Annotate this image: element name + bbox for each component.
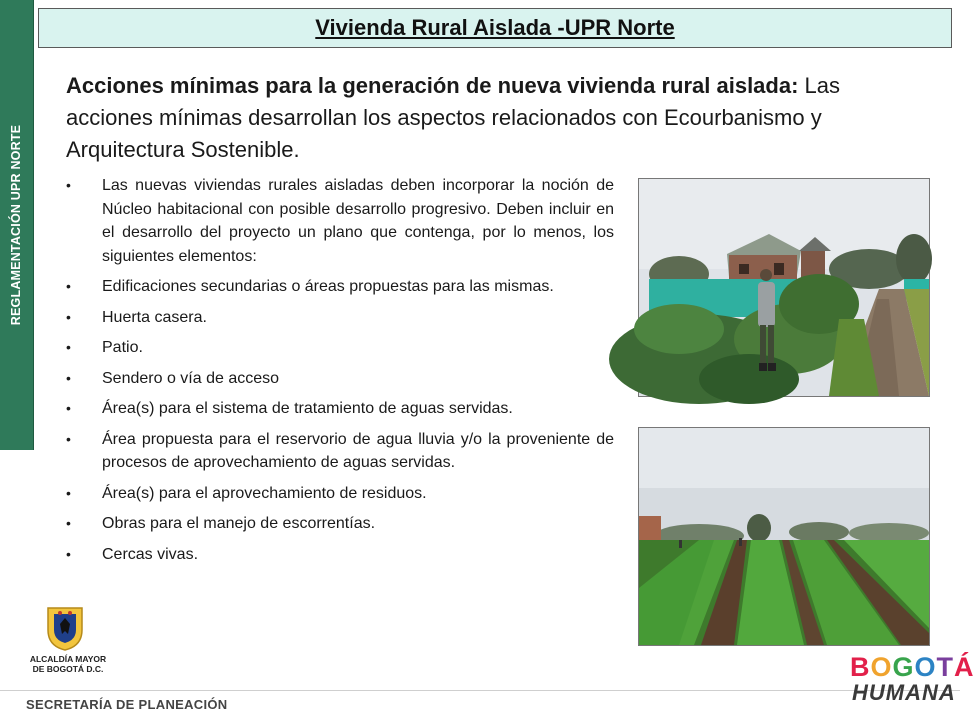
list-item: • Área(s) para el sistema de tratamiento de aguas servidas. — [66, 397, 614, 421]
bullet-icon: • — [66, 400, 71, 416]
bullet-icon: • — [66, 484, 71, 501]
crop-field-image — [639, 428, 929, 645]
list-item: • Área propuesta para el reservorio de agua lluvia y/o la proveniente de procesos de aprovechamiento de aguas servidas. — [66, 428, 614, 475]
list-item: • Las nuevas viviendas rurales aisladas deben incorporar la noción de Núcleo habitacional con posible desarrollo progresivo. Deben incluir en el desarrollo del proyecto un plano que contenga, por lo menos, los siguientes elementos: — [66, 174, 614, 268]
list-item: • Obras para el manejo de escorrentías. — [66, 512, 614, 536]
list-item: • Sendero o vía de acceso — [66, 367, 614, 391]
sidebar-label: REGLAMENTACIÓN UPR NORTE — [9, 124, 23, 326]
intro-paragraph — [66, 70, 926, 166]
bullet-icon: • — [66, 278, 71, 294]
page-title: Vivienda Rural Aislada -UPR Norte — [315, 15, 675, 40]
list-item: • Cercas vivas. — [66, 543, 614, 567]
brand-top-text: BOGOTÁ — [850, 652, 975, 682]
intro-text: Las acciones mínimas desarrollan los aspectos relacionados con Ecourbanismo y Arquitectura Sostenible. — [66, 73, 841, 162]
bullet-icon: • — [66, 308, 71, 325]
brand-bottom-text: HUMANA — [852, 680, 956, 705]
footer-org-label: SECRETARÍA DE PLANEACIÓN — [26, 697, 228, 712]
sidebar-band — [0, 0, 34, 450]
bullet-icon: • — [66, 339, 71, 355]
requirements-list — [66, 174, 614, 573]
list-item: • Área(s) para el aprovechamiento de residuos. — [66, 482, 614, 506]
intro-heading: Acciones mínimas para la generación de nueva vivienda rural aislada: — [66, 73, 799, 98]
bullet-icon: • — [66, 545, 71, 562]
bogota-humana-logo — [850, 652, 975, 712]
list-item: • Patio. — [66, 336, 614, 360]
bullet-icon: • — [66, 430, 71, 447]
footer-divider — [0, 690, 960, 691]
bogota-crest-icon — [40, 604, 90, 652]
list-item: • Edificaciones secundarias o áreas propuestas para las mismas. — [66, 275, 614, 299]
rural-house-image — [639, 179, 929, 396]
bullet-icon: • — [66, 369, 71, 386]
alcaldia-label: ALCALDÍA MAYOR DE BOGOTÁ D.C. — [29, 654, 107, 674]
bullet-icon: • — [66, 515, 71, 531]
bullet-icon: • — [66, 177, 71, 193]
title-box — [38, 8, 952, 48]
rural-house-photo — [638, 178, 930, 397]
crop-field-photo — [638, 427, 930, 646]
list-item: • Huerta casera. — [66, 306, 614, 330]
